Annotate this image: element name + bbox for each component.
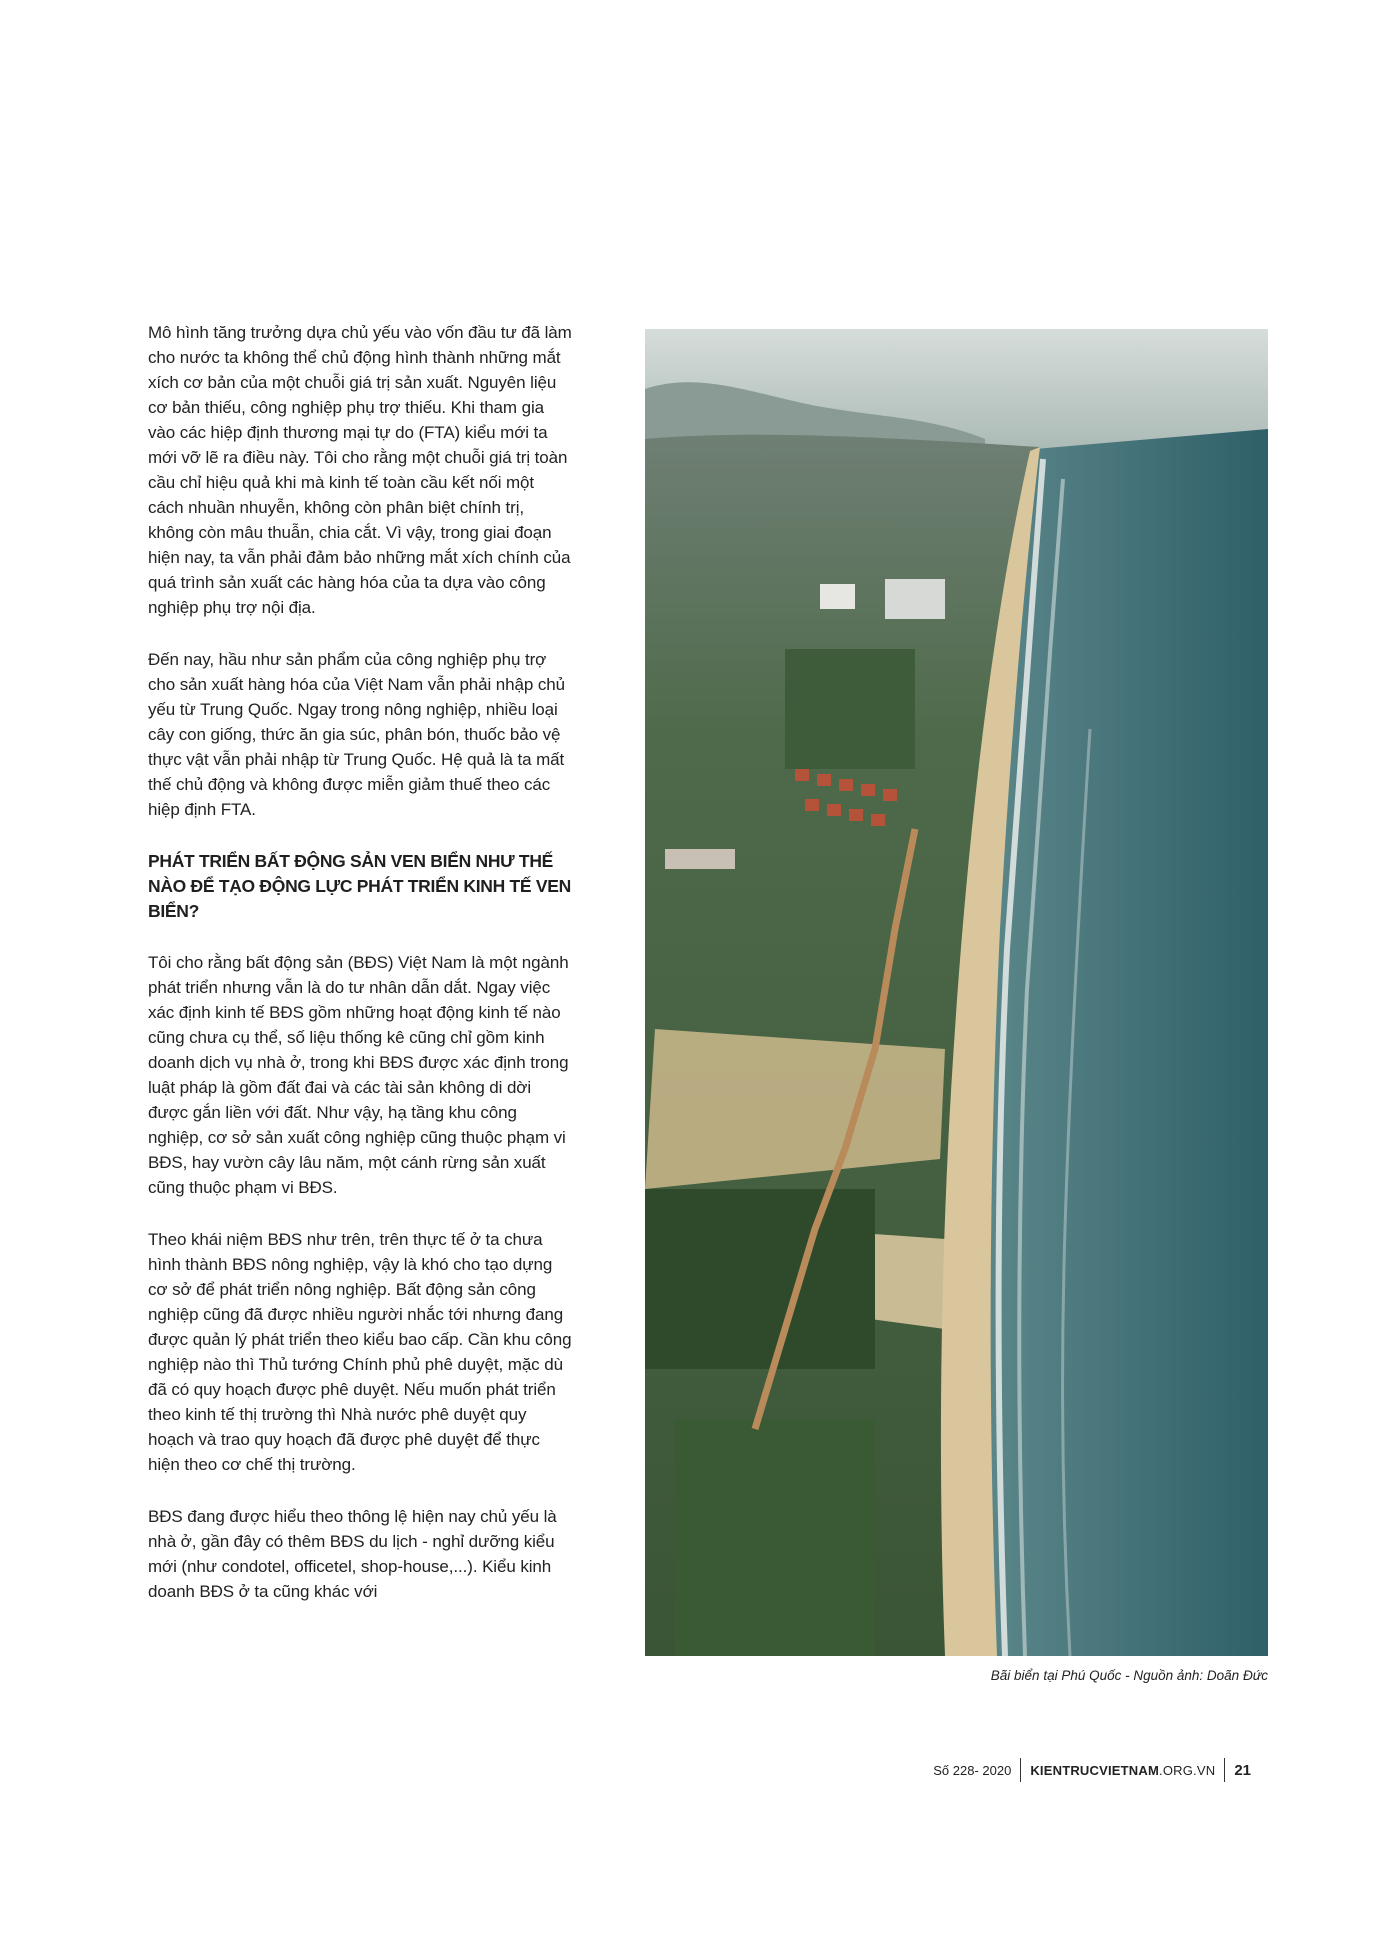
aerial-beach-illustration bbox=[645, 329, 1268, 1656]
photo-caption: Bãi biển tại Phú Quốc - Nguồn ảnh: Doãn Đức bbox=[990, 1668, 1268, 1683]
website-name: KIENTRUCVIETNAM bbox=[1030, 1762, 1160, 1778]
issue-number: Số 228- 2020 bbox=[933, 1762, 1012, 1778]
website-link[interactable] bbox=[1021, 1763, 1224, 1778]
body-paragraph-5: BĐS đang được hiểu theo thông lệ hiện nay chủ yếu là nhà ở, gần đây có thêm BĐS du lịch - nghỉ dưỡng kiểu mới (như condotel, officetel, shop-house,...). Kiểu kinh doanh BĐS ở ta cũng khác với bbox=[148, 1507, 557, 1601]
article-column bbox=[148, 320, 573, 1631]
section-heading: PHÁT TRIỂN BẤT ĐỘNG SẢN VEN BIỂN NHƯ THẾ NÀO ĐỂ TẠO ĐỘNG LỰC PHÁT TRIỂN KINH TẾ VEN BIỂN? bbox=[148, 851, 571, 921]
vegetation-block-3 bbox=[785, 649, 915, 769]
white-villa bbox=[820, 584, 855, 609]
body-paragraph-4: Theo khái niệm BĐS như trên, trên thực tế ở ta chưa hình thành BĐS nông nghiệp, vậy là khó cho tạo dựng cơ sở để phát triển nông nghiệp. Bất động sản công nghiệp cũng đã được nhiều người nhắc tới nhưng đang được quản lý phát triển theo kiểu bao cấp. Cần khu công nghiệp nào thì Thủ tướng Chính phủ phê duyệt, mặc dù đã có quy hoạch được phê duyệt. Nếu muốn phát triển theo kinh tế thị trường thì Nhà nước phê duyệt quy hoạch và trao quy hoạch đã được phê duyệt để thực hiện theo cơ chế thị trường. bbox=[148, 1230, 572, 1474]
body-paragraph-1: Mô hình tăng trưởng dựa chủ yếu vào vốn đầu tư đã làm cho nước ta không thể chủ động hình thành những mắt xích cơ bản của một chuỗi giá trị sản xuất. Nguyên liệu cơ bản thiếu, công nghiệp phụ trợ thiếu. Khi tham gia vào các hiệp định thương mại tự do (FTA) kiểu mới ta mới vỡ lẽ ra điều này. Tôi cho rằng một chuỗi giá trị toàn cầu chỉ hiệu quả khi mà kinh tế toàn cầu kết nối một cách nhuần nhuyễn, không còn phân biệt chính trị, không còn mâu thuẫn, chia cắt. Vì vậy, trong giai đoạn hiện nay, ta vẫn phải đảm bảo những mắt xích chính của quá trình sản xuất các hàng hóa của ta dựa vào công nghiệp phụ trợ nội địa. bbox=[148, 323, 572, 617]
red-building bbox=[665, 849, 735, 869]
page-footer bbox=[933, 1757, 1251, 1783]
sea-area bbox=[986, 429, 1268, 1656]
website-tld: .ORG.VN bbox=[1159, 1762, 1216, 1778]
body-paragraph-3: Tôi cho rằng bất động sản (BĐS) Việt Nam là một ngành phát triển nhưng vẫn là do tư nhân dẫn dắt. Ngay việc xác định kinh tế BĐS gồm những hoạt động kinh tế nào cũng chưa cụ thể, số liệu thống kê cũng chỉ gồm kinh doanh dịch vụ nhà ở, trong khi BĐS được xác định trong luật pháp là gồm đất đai và các tài sản không di dời được gắn liền với đất. Như vậy, hạ tầng khu công nghiệp, cơ sở sản xuất công nghiệp cũng thuộc phạm vi BĐS, hay vườn cây lâu năm, một cánh rừng sản xuất cũng thuộc phạm vi BĐS. bbox=[148, 953, 569, 1197]
vegetation-block-2 bbox=[675, 1419, 875, 1656]
hotel-building bbox=[885, 579, 945, 619]
vegetation-block-1 bbox=[645, 1189, 875, 1369]
aerial-beach-photo bbox=[645, 329, 1268, 1656]
page-number: 21 bbox=[1234, 1761, 1251, 1779]
body-paragraph-2: Đến nay, hầu như sản phẩm của công nghiệp phụ trợ cho sản xuất hàng hóa của Việt Nam vẫn phải nhập chủ yếu từ Trung Quốc. Ngay trong nông nghiệp, nhiều loại cây con giống, thức ăn gia súc, phân bón, thuốc bảo vệ thực vật vẫn phải nhập từ Trung Quốc. Hệ quả là ta mất thế chủ động và không được miễn giảm thuế theo các hiệp định FTA. bbox=[148, 650, 565, 819]
